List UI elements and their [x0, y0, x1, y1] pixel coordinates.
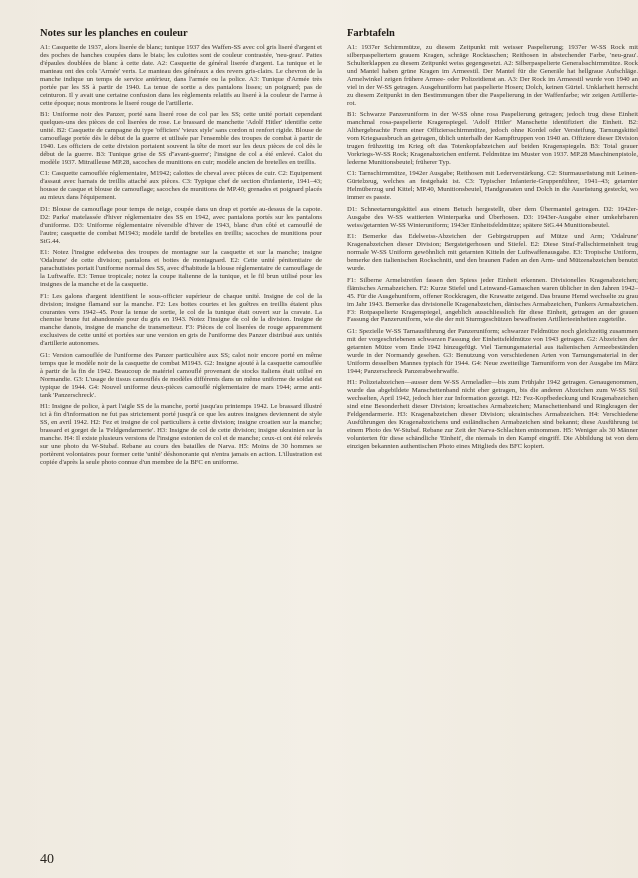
farbtafel-c: C1: Tarnschirmmütze, 1942er Ausgabe; Reithosen mit Lederverstärkung. C2: Sturmausrüstung mit Leinen-Gürtelzeug, welches an festgehakt ist. C3: Typischer Infanterie-Gruppenführer, 1941–43; getarnter Helmüberzug und Kittel; MP.40, Munitionsbeutel, Handgranaten und Dolch in die Ausrüstung gesteckt, wo immer es passte. [347, 170, 638, 202]
note-b: B1: Uniforme noir des Panzer, porté sans liseré rose de col par les SS; cette unité portait cependant quelques-uns des pièces de col liserées de rose. Le brassard de manchette 'Adolf Hitler' identifie cette unité. B2: Casquette de campagne du type 'officiers' 'vieux style' sans cordon ni renfort rigide. Blouse de camouflage portée dès le début de la guerre et utilisée par l'ensemble des troupes de combat à partir de 1940. Les officiers de cette division portaient souvent la tête de mort sur les deux pièces de col dès le début de la guerre. B3: Tunique grise de SS d''avant-guerre'; l'insigne de col a été enlevé. Calot du modèle 1937. Mitrailleuse MP.28, sacoches de munitions en cuir; modèle ancien de bretelles en treillis. [40, 111, 322, 166]
left-column-heading: Notes sur les planches en couleur [40, 28, 188, 39]
note-d: D1: Blouse de camouflage pour temps de neige, coupée dans un drap et portée au-dessus de la capote. D2: Parka' matelassée d'hiver réglementaire des SS en 1942, avec pantalons portés sur les pantalons d'uniforme. D3: Uniforme réglementaire réversible d'hiver de 1943, blanc d'un côté et camouflé de l'autre; casquette de combat M1943; modèle tardif de bretelles en treillis; sacoches de munitions pour StG.44. [40, 205, 322, 245]
note-g: G1: Version camouflée de l'uniforme des Panzer particulière aux SS; calot noir encore porté en même temps que le modèle noir de la casquette de combat M1943. G2: Insigne ajouté à la casquette camouflée à partir de la fin de 1942. Beaucoup de matériel camouflé provenant de stocks italiens était utilisé en Normandie. G3: L'usage de tissus camouflés de modèles différents dans un même uniforme de soldat est typique de 1944. G4: Nouvel uniforme deux-pièces camouflé réglementaire de mars 1944; arme anti-tank 'Panzerschreck'. [40, 351, 322, 399]
note-f: F1: Les galons d'argent identifient le sous-officier supérieur de chaque unité. Insigne de col de la division; insigne flamand sur la manche. F2: Les bottes courtes et les guêtres en treillis étaient plus courantes vers 1942–45. Pour la tenue de sortie, le col de la tunique était ouvert sur la cravate. La chemise brune fut abandonnée pour du gris en 1943. Notez l'insigne de col de la division. Insigne de manche danois, insigne de manche de transmetteur. F3: Pièces de col liserées de rouge apparemment exclusives de cette unité et portées sur une version en gris de l'uniforme des Panzer distribué aux unités d'artillerie autonomes. [40, 292, 322, 348]
left-column [40, 28, 322, 470]
note-h: H1: Insigne de police, à part l'aigle SS de la manche, porté jusqu'au printemps 1942. Le brassard illustré ici à fin d'information ne fut pas strictement porté jusqu'à ce que les autres insignes deviennent de style SS, en avril 1942. H2: Fez et insigne de col particuliers à cette division; insigne croatien sur la manche; brassard et gorget de la 'Feldgendarmerie'. H3: Insigne de col de cette division; insigne ukrainien sur la manche. H4: Il existe plusieurs versions de l'insigne estonien de col et de manche; ceux-ci ont été relevés sur une photo du W-Stubaf. Rebane au cours des batailles de Narva. H5: Moins de 30 hommes se portèrent volontaires pour former cette 'unité' déshonorante qui n'entra jamais en action. L'illustration est copiée d'après la seule photo connue d'un membre de la BFC en uniforme. [40, 403, 322, 466]
farbtafel-g: G1: Spezielle W-SS Tarnausführung der Panzeruniform; schwarzer Feldmütze noch gleichzeitig zusammen mit der vorgeschriebenen schwarzen Fassung der Einheitsfeldmütze von 1943 getragen. G2: Abzeichen der getarnten Mütze vom Ende 1942 hinzugefügt. Viel Tarnungsmaterial aus italienischen Armeebeständen wurde in der Normandy gesehen. G3: Benutzung von verschiedenen Arten von Tarnungsmaterial in der Uniform desselben Mannes typisch für 1944. G4: Neue zweiteilige Tarnuniform von der Ausgabe im März 1944; Panzerschreck Panzerabwehrwaffe. [347, 328, 638, 375]
farbtafel-b: B1: Schwarze Panzeruniform in der W-SS ohne rosa Paspelierung getragen; jedoch trug diese Einheit manchmal rosa-paspelierte Kragenspiegel. 'Adolf Hitler' Manschette identifiziert die Einheit. B2: Althergebrachte Form einer Offiziersschirmmütze, jedoch ohne Kordel oder Versteifung. Tarnungskittel vom Kriegsausbruch an getragen, üblich unterhalb der Kampftruppen von 1940 an. Offiziere dieser Division trugen frühzeitig im Krieg oft das Totenkopfabzeichen auf beiden Kragenspiegeln. B3: Total grauer Vorkriegs-W-SS Rock; Kragenabzeichen entfernt. Feldmütze im Muster von 1937. MP.28 Maschinenpistole, lederne Munitionsbeutel; früherer Typ. [347, 111, 638, 166]
note-e: E1: Notez l'insigne edelweiss des troupes de montagne sur la casquette et sur la manche; insigne 'Odalrune' de cette division; pantalons et bottes de montagnard. E2: Cette unité pénitentiaire de parachutistes portait l'uniforme normal des SS, avec d'habitude la blouse réglementaire de camouflage de la Luftwaffe. E3: Tenue tropicale; notez la coupe italienne de la tunique, et le fil brun utilisé pour les insignes de la manche et de la casquette. [40, 249, 322, 289]
note-c: C1: Casquette camouflée réglementaire, M1942; calottes de cheval avec pièces de cuir. C2: Equipement d'assaut avec harnais de treillis attaché aux pièces. C3: Typique chef de section d'infanterie, 1941–43; housse de casque et blouse de camouflage; sacoches de munitions de MP.40; grenades et poignard placés au mieux dans l'équipement. [40, 170, 322, 202]
right-column-heading: Farbtafeln [347, 28, 395, 39]
note-a: A1: Casquette de 1937, alors liserée de blanc; tunique 1937 des Waffen-SS avec col gris liseré d'argent et des poches de hanches coupées dans le biais; les culottes sont de couleur contrastée, 'neu-grau'. Pattes d'épaules doublées de blanc à cette date. A2: Casquette de général liserée d'argent. La tunique et le manteau ont des cols 'Armée' verts. Le manteau des généraux a des revers gris-clairs. Le chevron de la manche indique un temps de service antérieur, dans l'armée ou la police. A3: Tunique d'Armée très portée par les SS à partir de 1940. La tenue de sortie a des pantalons lisses; un poignard; pas de ceinturon. Il y avait une certaine confusion dans les règlements relatifs au liseré à la couleur de l'arme à cette époque; nous montrons le liseré rouge de l'artillerie. [40, 44, 322, 107]
page-number: 40 [40, 852, 54, 867]
farbtafel-f: F1: Silberne Armelstreifen fassen den Spiess jeder Einheit erkennen. Divisionelles Kragenabzeichen; flämisches Armabzeichen. F2: Kurze Stiefel und Leinwand-Gamaschen waren üblicher in den Jahren 1942–45. Für die Ausgehuniform, offener Rockkragen, die Krawatte zeigend. Das braune Hemd wechselte zu grau im Jahr 1943. Bemerke das divisionelle Kragenabzeichen, dänisches Armabzeichen, Funkers Armabzeichen. F3: Rotpaspelierte Kragenspiegel, angeblich ausschliesslich für diese Einheit, getragen an der grauen Fassung der Panzeruniform, wie die der mit Sturmgeschützen bewaffneten Artillerieeinheiten zugeteilte. [347, 276, 638, 324]
right-column [347, 28, 638, 455]
farbtafel-h: H1: Polizeiabzeichen—ausser dem W-SS Armeladler—bis zum Frühjahr 1942 getragen. Genaugenommen, wurde das abgebildete Manschettenband nicht eher getragen, bis die anderen Abzeichen zum W-SS Stil wechselten, April 1942, jedoch hier zur Information gezeigt. H2: Fez-Kopfbedeckung und Kragenabzeichen sind eine Besonderheit dieser Division; kroatisches Armabzeichen; Manschettenband und Ringkragen der Feldgendarmerie. H3: Kragenabzeichen dieser Division; ukrainisches Armabzeichen. H4: Verschiedene Ausführungen des Kragenabzeichens und estländischen Armabzeichen sind bekannt; diese Ausführung ist einem Photo des W-Stubaf. Rebane zur Zeit der Narva-Schlachten entnommen. H5: Weniger als 30 Männer volunterten für diese schändliche 'Einheit', die niemals in den Kampf eingriff. Die Abbildung ist von dem einzigen bekannten authentischen Photo eines Mitglieds des BFC kopiert. [347, 379, 638, 450]
farbtafel-a: A1: 1937er Schirmmütze, zu diesem Zeitpunkt mit weisser Paspelierung; 1937er W-SS Rock mit silberpaspeliertem grauem Kragen, schräge Rocktaschen; Reithosen in abstechender Farbe, 'neu-grau'. Schulterklappen zu diesem Zeitpunkt weiss gegengesetzt. A2: Silberpaspelierte Generalsschirmmütze. Rock und Mantel haben grüne Kragen im Armeestil. Der Mantel für die Generäle hat hellgraue Aufschläge. Armelwinkel zeigen frühere Armee- oder Polizeidienst an. A3: Der Rock im Armeestil wurde von 1940 an viel in der W-SS getragen. Ausgehuniform hat paspelierte Hosen; Dolch, keinen Gürtel. Unklarheit herrscht zu diesem Zeitpunkt in den Bestimmungen über die Paspelierung in der Waffenfarbe; wir zeigen Artillerie-rot. [347, 44, 638, 107]
farbtafel-d: D1: Schneetarnungskittel aus einem Betuch hergestellt, über dem Übermantel getragen. D2: 1942er-Ausgabe des W-SS wattierten Winterparka und Überhosen. D3: 1943er-Ausgabe einer umkehrbaren weiss/getarnten W-SS Winteruniform; 1943er Einheitsfeldmütze; spätere StG.44 Munitionsbeutel. [347, 205, 638, 229]
farbtafel-e: E1: Bemerke das Edelweiss-Abzeichen der Gebirgstruppen auf Mütze und Arm; 'Odalrune' Kragenabzeichen dieser Division; Bergsteigerhosen und Stiefel. E2: Diese Straf-Fallschirmeinheit trug normale W-SS Uniform gewöhnlich mit getarnten Kitteln der Luftwaffenausgabe. E3: Tropische Uniform, bemerke den italienischen Rockschnitt, und den braunen Faden an den Arm- und Mützenabzeichen benutzt wurde. [347, 233, 638, 273]
